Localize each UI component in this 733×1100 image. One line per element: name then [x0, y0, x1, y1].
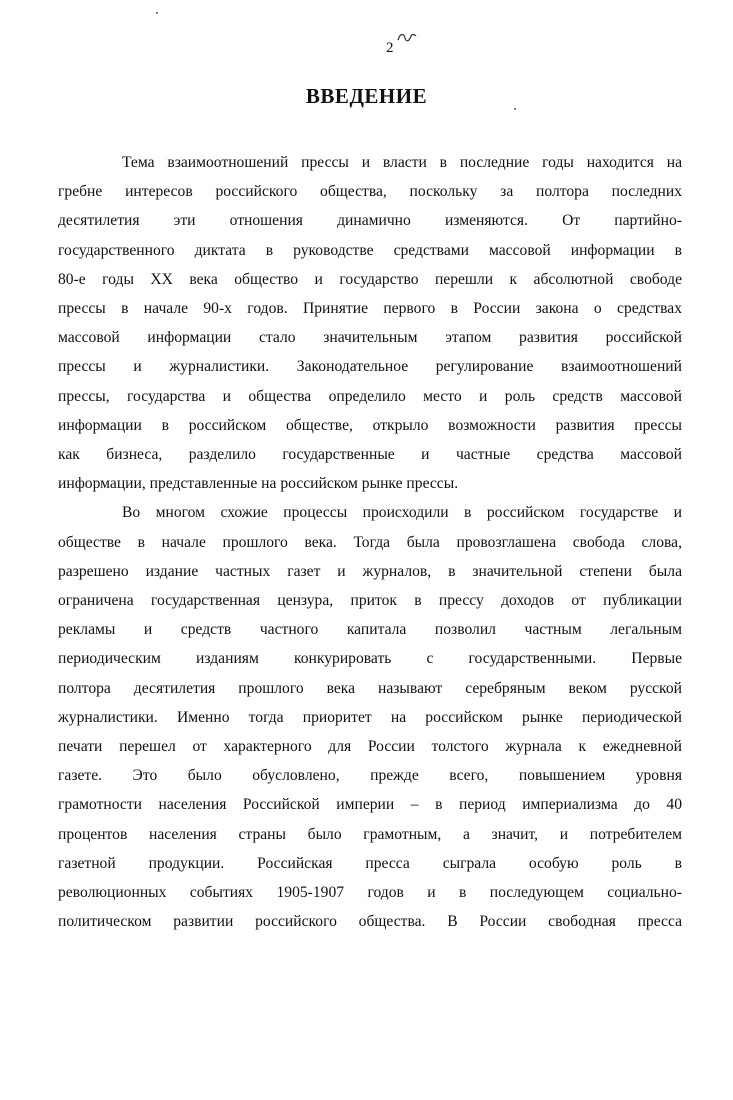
text-line: Тема взаимоотношений прессы и власти в последние годы находится на: [122, 154, 682, 171]
text-line: процентов населения страны было грамотным, а значит, и потребителем: [58, 825, 682, 843]
text-line: политическом развитии российского общества. В России свободная пресса: [58, 913, 682, 931]
text-line: гребне интересов российского общества, поскольку за полтора последних: [58, 183, 682, 201]
document-body: [58, 148, 682, 936]
text-line: информации, представленные на российском рынке прессы.: [58, 475, 459, 493]
text-line: периодическим изданиям конкурировать с государственными. Первые: [58, 650, 682, 668]
text-line: журналистики. Именно тогда приоритет на российском рынке периодической: [58, 708, 682, 726]
text-line: десятилетия эти отношения динамично изменяются. От партийно-: [58, 212, 682, 230]
handwritten-page-mark: [396, 30, 418, 46]
text-line: информации в российском обществе, открыло возможности развития прессы: [58, 416, 682, 434]
text-line: газете. Это было обусловлено, прежде всего, повышением уровня: [58, 767, 682, 785]
text-line: государственного диктата в руководстве средствами массовой информации в: [58, 241, 682, 259]
text-line: Во многом схожие процессы происходили в российском государстве и: [122, 504, 682, 522]
text-line: грамотности населения Российской империи – в период империализма до 40: [58, 796, 682, 814]
text-line: 80-е годы XX века общество и государство перешли к абсолютной свободе: [58, 270, 682, 288]
text-line: прессы, государства и общества определило место и роль средств массовой: [58, 387, 682, 405]
text-line: прессы в начале 90-х годов. Принятие первого в России закона о средствах: [58, 300, 682, 318]
document-title: ВВЕДЕНИЕ: [305, 84, 428, 108]
text-line: обществе в начале прошлого века. Тогда была провозглашена свобода слова,: [58, 533, 682, 551]
text-line: ограничена государственная цензура, приток в прессу доходов от публикации: [58, 592, 682, 610]
text-line: революционных событиях 1905-1907 годов и в последующем социально-: [58, 884, 682, 902]
text-line: как бизнеса, разделило государственные и частные средства массовой: [58, 446, 682, 464]
text-line: полтора десятилетия прошлого века называют серебряным веком русской: [58, 679, 682, 697]
text-line: прессы и журналистики. Законодательное регулирование взаимоотношений: [58, 358, 682, 376]
text-line: массовой информации стало значительным этапом развития российской: [58, 329, 682, 347]
paragraph-2: [58, 498, 682, 936]
paragraph-1: [58, 148, 682, 498]
text-line: разрешено издание частных газет и журналов, в значительной степени была: [58, 562, 682, 580]
text-line: печати перешел от характерного для России толстого журнала к ежедневной: [58, 738, 682, 756]
scan-speck: [156, 12, 158, 14]
page-number: 2: [386, 40, 394, 56]
text-line: газетной продукции. Российская пресса сыграла особую роль в: [58, 854, 682, 872]
text-line: рекламы и средств частного капитала позволил частным легальным: [58, 621, 682, 639]
